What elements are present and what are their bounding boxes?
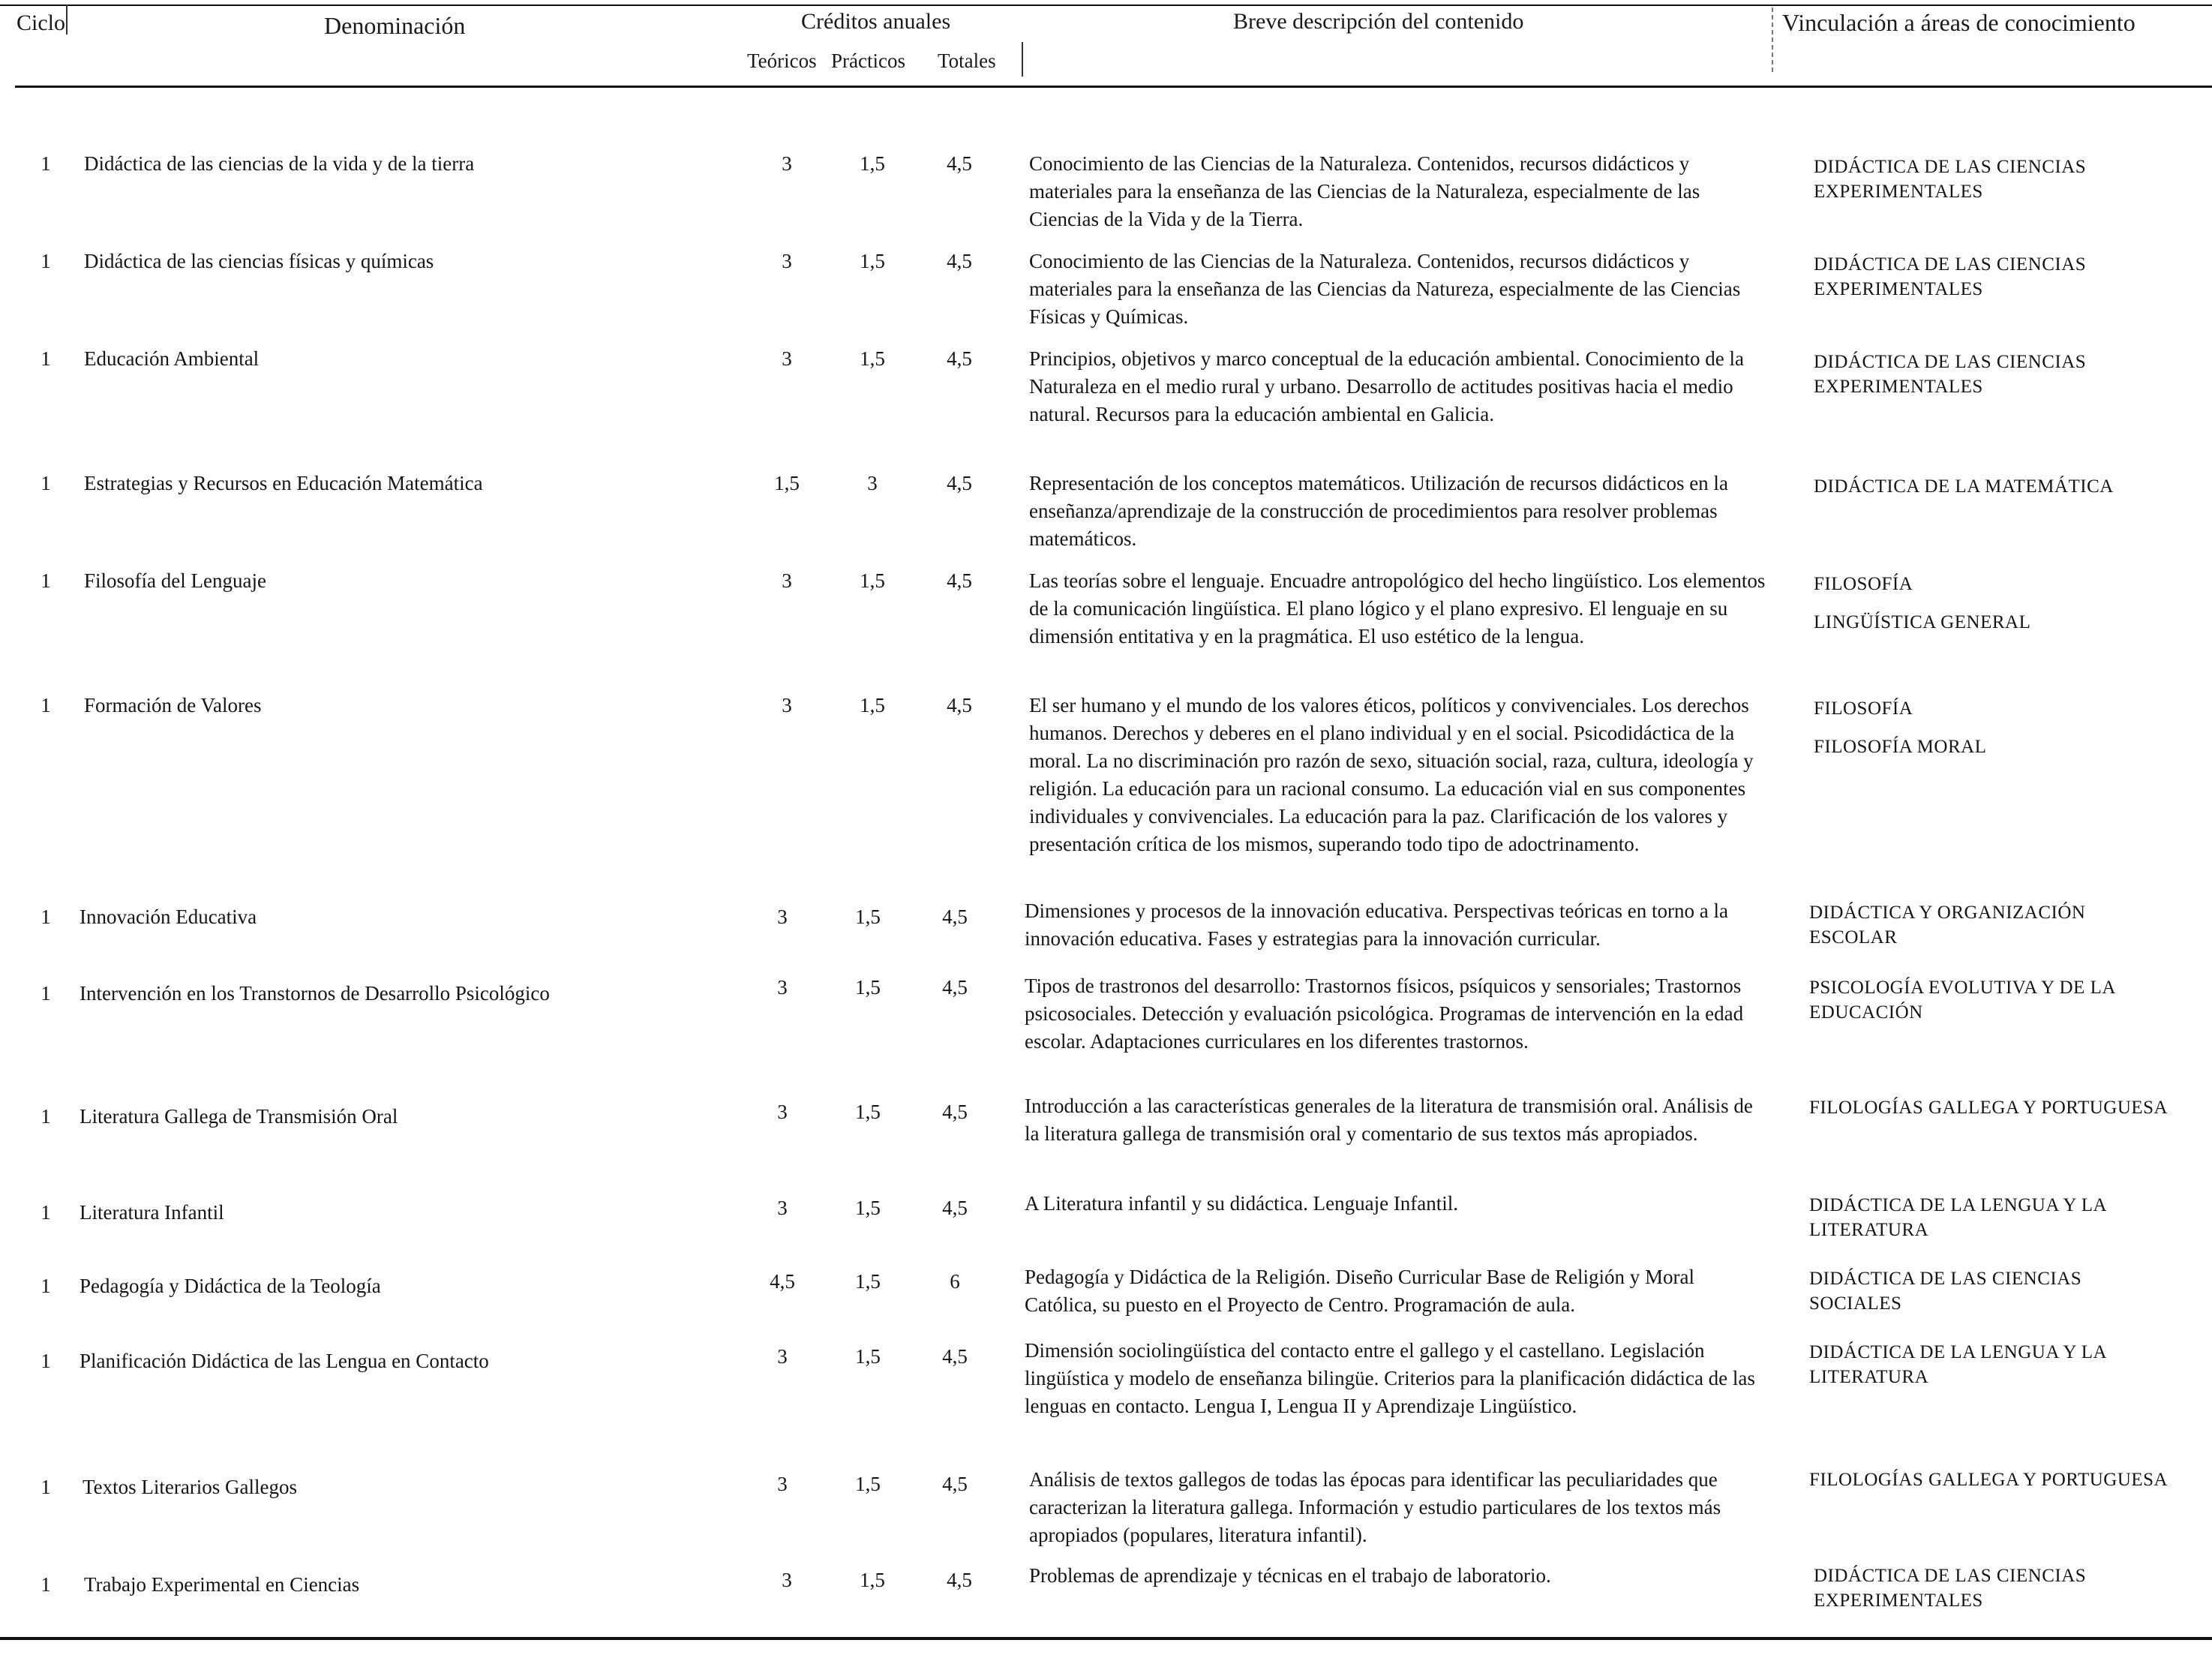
header-teoricos: Teóricos — [747, 50, 817, 72]
area-label: FILOSOFÍA — [1814, 698, 1913, 719]
row-ciclo: 1 — [41, 1201, 51, 1224]
row-descripcion: El ser humano y el mundo de los valores éticos, políticos y convivenciales. Los derechos humanos. Derechos y deberes en el plano individual y en el social. Psicodidáctica de la moral. La no discriminación pro razón de sexo, situación social, raza, cultura, ideología y religión. La educación para un racional consumo. La educación vial en sus componentes individuales y convivenciales. La educación para la paz. Clarificación de los valores y presentación crítica de los mismos, superando todo tipo de adoctrinamento. — [1029, 694, 1754, 855]
header-totales: Totales — [938, 50, 996, 72]
row-descripcion: Conocimiento de las Ciencias de la Naturaleza. Contenidos, recursos didácticos y materiales para la enseñanza de las Ciencias da Natureza, especialmente de las Ciencias Físicas y Químicas. — [1029, 250, 1741, 328]
row-totales: 6 — [950, 1270, 960, 1293]
row-totales: 4,5 — [947, 569, 972, 592]
row-denominacion: Educación Ambiental — [84, 347, 260, 370]
row-teoricos: 3 — [777, 976, 788, 999]
header-separator-1 — [66, 5, 68, 35]
row-areas — [1814, 350, 2181, 413]
row-areas — [1809, 1467, 2177, 1506]
table-bottom-rule — [0, 1637, 2212, 1640]
row-totales: 4,5 — [942, 1345, 968, 1368]
row-totales: 4,5 — [947, 152, 972, 175]
header-denominacion: Denominación — [324, 12, 466, 39]
row-descripcion: Introducción a las características generales de la literatura de transmisión oral. Análisis de la literatura gallega de transmisión oral y comentario de sus textos más apropiados. — [1025, 1095, 1753, 1145]
header-separator-3 — [1772, 8, 1773, 72]
header-bottom-rule — [15, 86, 2212, 88]
row-totales: 4,5 — [947, 1569, 972, 1591]
row-areas — [1809, 975, 2177, 1038]
area-label: DIDÁCTICA DE LAS CIENCIAS EXPERIMENTALES — [1814, 1566, 2087, 1611]
row-totales: 4,5 — [942, 976, 968, 999]
row-areas — [1814, 252, 2181, 315]
row-teoricos: 3 — [782, 1569, 792, 1591]
row-teoricos: 3 — [777, 1101, 788, 1123]
row-descripcion: Las teorías sobre el lenguaje. Encuadre antropológico del hecho lingüístico. Los elementos de la comunicación lingüística. El plano lógico y el plano expresivo. El lenguaje en su dimensión entitativa y en la pragmática. El uso estético de la lengua. — [1029, 569, 1766, 647]
row-descripcion: Tipos de trastronos del desarrollo: Trastornos físicos, psíquicos y sensoriales; Trastornos psicosociales. Detección y evaluación psicológica. Programas de intervención en la edad escolar. Adaptaciones curriculares en los diferentes trastornos. — [1025, 975, 1744, 1053]
row-teoricos: 3 — [782, 250, 792, 272]
row-teoricos: 4,5 — [770, 1270, 795, 1293]
header-descripcion: Breve descripción del contenido — [1233, 9, 1524, 34]
row-descripcion: Principios, objetivos y marco conceptual de la educación ambiental. Conocimiento de la Naturaleza en el medio rural y urbano. Desarrollo de actitudes positivas hacia el medio natural. Recursos para la educación ambiental en Galicia. — [1029, 347, 1744, 425]
row-practicos: 1,5 — [860, 569, 885, 592]
row-practicos: 1,5 — [860, 1569, 885, 1591]
area-label: FILOSOFÍA — [1814, 574, 1913, 594]
row-practicos: 3 — [867, 472, 878, 494]
area-label: FILOLOGÍAS GALLEGA Y PORTUGUESA — [1809, 1470, 2168, 1490]
header-vinculacion: Vinculación a áreas de conocimiento — [1782, 9, 2135, 36]
row-descripcion: Conocimiento de las Ciencias de la Naturaleza. Contenidos, recursos didácticos y materiales para la enseñanza de las Ciencias de la Naturaleza, especialmente de las Ciencias de la Vida y de la Tierra. — [1029, 152, 1700, 230]
row-denominacion: Estrategias y Recursos en Educación Matemática — [84, 472, 483, 494]
area-label: DIDÁCTICA DE LAS CIENCIAS SOCIALES — [1809, 1269, 2082, 1314]
row-denominacion: Didáctica de las ciencias físicas y químicas — [84, 250, 434, 272]
row-areas — [1814, 474, 2181, 512]
row-denominacion: Formación de Valores — [84, 694, 262, 716]
row-denominacion: Textos Literarios Gallegos — [83, 1476, 298, 1498]
row-totales: 4,5 — [942, 1197, 968, 1219]
row-practicos: 1,5 — [855, 1270, 881, 1293]
row-descripcion: Problemas de aprendizaje y técnicas en el trabajo de laboratorio. — [1029, 1564, 1551, 1587]
row-areas — [1809, 1095, 2177, 1134]
area-label: PSICOLOGÍA EVOLUTIVA Y DE LA EDUCACIÓN — [1809, 978, 2115, 1023]
area-label: DIDÁCTICA DE LAS CIENCIAS EXPERIMENTALES — [1814, 254, 2087, 299]
area-label: DIDÁCTICA Y ORGANIZACIÓN ESCOLAR — [1809, 903, 2086, 948]
row-ciclo: 1 — [41, 250, 51, 272]
row-ciclo: 1 — [41, 347, 51, 370]
row-practicos: 1,5 — [855, 1473, 881, 1495]
row-areas — [1814, 155, 2181, 218]
row-practicos: 1,5 — [855, 1197, 881, 1219]
row-practicos: 1,5 — [855, 1345, 881, 1368]
row-practicos: 1,5 — [855, 976, 881, 999]
row-ciclo: 1 — [41, 906, 51, 928]
area-label: DIDÁCTICA DE LA LENGUA Y LA LITERATURA — [1809, 1342, 2106, 1387]
row-totales: 4,5 — [942, 1473, 968, 1495]
row-teoricos: 3 — [777, 1345, 788, 1368]
row-totales: 4,5 — [947, 250, 972, 272]
row-practicos: 1,5 — [855, 1101, 881, 1123]
area-label: DIDÁCTICA DE LAS CIENCIAS EXPERIMENTALES — [1814, 157, 2087, 202]
row-denominacion: Didáctica de las ciencias de la vida y de la tierra — [84, 152, 475, 175]
top-border — [0, 5, 2212, 6]
row-ciclo: 1 — [41, 569, 51, 592]
row-teoricos: 3 — [777, 1197, 788, 1219]
row-practicos: 1,5 — [860, 250, 885, 272]
row-practicos: 1,5 — [860, 694, 885, 716]
area-label: DIDÁCTICA DE LA LENGUA Y LA LITERATURA — [1809, 1195, 2106, 1240]
row-teoricos: 3 — [777, 1473, 788, 1495]
area-label: FILOSOFÍA MORAL — [1814, 737, 1987, 757]
row-ciclo: 1 — [41, 694, 51, 716]
row-denominacion: Planificación Didáctica de las Lengua en Contacto — [80, 1350, 489, 1372]
row-totales: 4,5 — [942, 1101, 968, 1123]
row-totales: 4,5 — [947, 472, 972, 494]
row-ciclo: 1 — [41, 1350, 51, 1372]
row-areas — [1809, 1193, 2177, 1256]
row-ciclo: 1 — [41, 1476, 51, 1498]
row-areas — [1809, 1266, 2177, 1329]
row-totales: 4,5 — [947, 694, 972, 716]
row-denominacion: Innovación Educativa — [80, 906, 257, 928]
row-ciclo: 1 — [41, 1105, 51, 1128]
row-denominacion: Pedagogía y Didáctica de la Teología — [80, 1275, 381, 1297]
row-descripcion: Análisis de textos gallegos de todas las épocas para identificar las peculiaridades que caracterizan la literatura gallega. Información y estudio particulares de los textos más apropiados (populares, literatura infantil). — [1029, 1468, 1721, 1546]
row-denominacion: Literatura Gallega de Transmisión Oral — [80, 1105, 398, 1128]
row-teoricos: 3 — [777, 906, 788, 928]
row-areas — [1814, 572, 2181, 648]
header-separator-2 — [1022, 42, 1023, 77]
area-label: FILOLOGÍAS GALLEGA Y PORTUGUESA — [1809, 1098, 2168, 1118]
area-label: DIDÁCTICA DE LA MATEMÁTICA — [1814, 476, 2114, 497]
row-denominacion: Trabajo Experimental en Ciencias — [84, 1573, 360, 1596]
row-practicos: 1,5 — [855, 906, 881, 928]
area-label: DIDÁCTICA DE LAS CIENCIAS EXPERIMENTALES — [1814, 352, 2087, 397]
row-teoricos: 3 — [782, 569, 792, 592]
row-denominacion: Filosofía del Lenguaje — [84, 569, 266, 592]
row-areas — [1814, 1563, 2181, 1626]
row-descripcion: A Literatura infantil y su didáctica. Lenguaje Infantil. — [1025, 1192, 1459, 1215]
row-ciclo: 1 — [41, 982, 51, 1005]
row-teoricos: 3 — [782, 347, 792, 370]
row-descripcion: Dimensiones y procesos de la innovación educativa. Perspectivas teóricas en torno a la innovación educativa. Fases y estrategias para la innovación curricular. — [1025, 900, 1728, 950]
row-descripcion: Pedagogía y Didáctica de la Religión. Diseño Curricular Base de Religión y Moral Católica, su puesto en el Proyecto de Centro. Programación de aula. — [1025, 1266, 1695, 1316]
row-practicos: 1,5 — [860, 152, 885, 175]
header-creditos: Créditos anuales — [801, 9, 951, 34]
row-teoricos: 3 — [782, 152, 792, 175]
row-practicos: 1,5 — [860, 347, 885, 370]
row-ciclo: 1 — [41, 152, 51, 175]
row-teoricos: 1,5 — [774, 472, 800, 494]
row-totales: 4,5 — [942, 906, 968, 928]
row-denominacion: Intervención en los Transtornos de Desarrollo Psicológico — [80, 982, 550, 1005]
row-areas — [1809, 1340, 2177, 1403]
row-ciclo: 1 — [41, 1275, 51, 1297]
row-denominacion: Literatura Infantil — [80, 1201, 224, 1224]
row-areas — [1814, 696, 2181, 773]
row-descripcion: Representación de los conceptos matemáticos. Utilización de recursos didácticos en la enseñanza/aprendizaje de la construcción de procedimientos para resolver problemas matemáticos. — [1029, 472, 1728, 550]
row-areas — [1809, 900, 2177, 963]
row-totales: 4,5 — [947, 347, 972, 370]
header-ciclo: Ciclo — [17, 11, 65, 35]
area-label: LINGÜÍSTICA GENERAL — [1814, 612, 2031, 632]
row-ciclo: 1 — [41, 472, 51, 494]
row-descripcion: Dimensión sociolingüística del contacto entre el gallego y el castellano. Legislación lingüística y modelo de enseñanza bilingüe. Criterios para la planificación didáctica de las lenguas en contacto. Lengua I, Lengua II y Aprendizaje Lingüístico. — [1025, 1339, 1755, 1417]
row-teoricos: 3 — [782, 694, 792, 716]
row-ciclo: 1 — [41, 1573, 51, 1596]
header-practicos: Prácticos — [831, 50, 905, 72]
